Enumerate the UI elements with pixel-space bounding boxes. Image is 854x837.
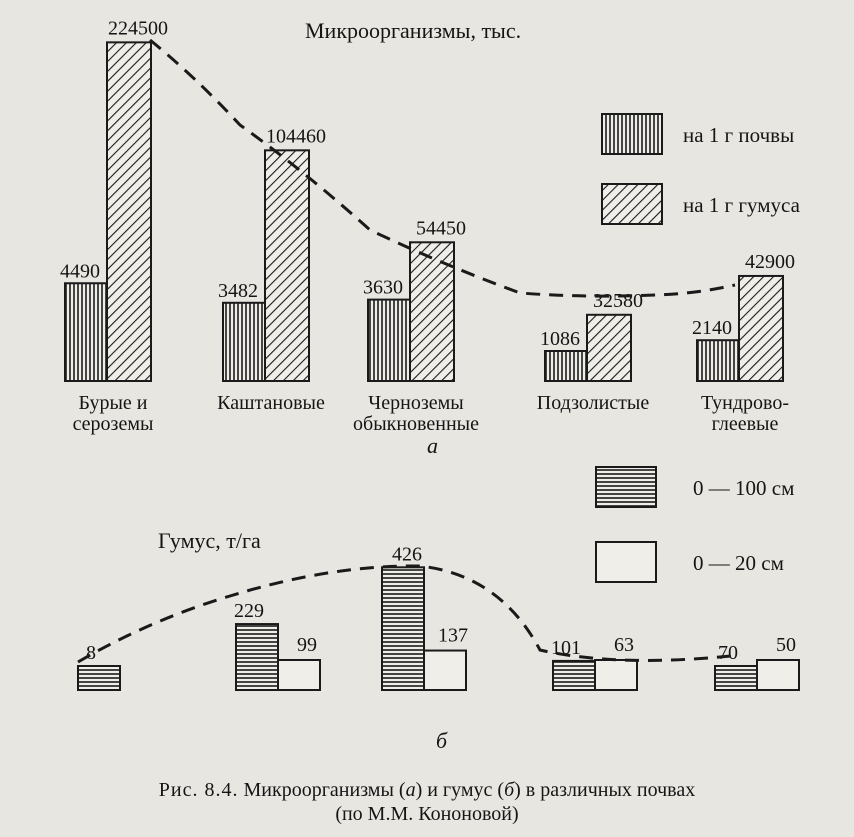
label-b-top-1: 99 xyxy=(297,634,317,656)
label-a-humus-3: 32580 xyxy=(593,289,643,312)
bar-a-humus-1 xyxy=(265,150,309,381)
category-a-3-0: Подзолистые xyxy=(536,392,650,414)
chart-b-bars xyxy=(78,543,799,690)
chart-b-legend xyxy=(596,467,794,582)
legend-a-label-1: на 1 г гумуса xyxy=(683,193,800,217)
chart-a-microorganisms xyxy=(60,17,801,458)
label-b-total-1: 229 xyxy=(234,600,264,623)
legend-b-label-0: 0 — 100 см xyxy=(693,476,795,500)
bar-a-humus-3 xyxy=(587,315,631,381)
bar-b-top-1 xyxy=(278,660,320,690)
category-a-1-0: Каштановые xyxy=(217,392,325,414)
chart-b-humus xyxy=(78,467,799,753)
bar-a-soil-4 xyxy=(697,340,739,381)
category-a-2-0: Черноземы xyxy=(368,392,464,414)
label-b-total-4: 70 xyxy=(718,642,738,664)
chart-a-legend xyxy=(602,114,801,224)
label-a-humus-2: 54450 xyxy=(416,217,466,240)
label-a-humus-1: 104460 xyxy=(266,125,326,148)
category-a-4-1: глеевые xyxy=(711,413,779,435)
chart-b-title: Гумус, т/га xyxy=(158,528,261,553)
label-b-total-0: 8 xyxy=(86,642,96,664)
figure-caption xyxy=(0,778,854,826)
label-a-soil-1: 3482 xyxy=(218,279,258,302)
chart-a-title: Микроорганизмы, тыс. xyxy=(305,18,522,43)
label-b-top-2: 137 xyxy=(438,624,468,647)
label-b-top-4: 50 xyxy=(776,634,796,656)
label-b-top-3: 63 xyxy=(614,634,634,656)
label-b-total-3: 101 xyxy=(551,636,581,659)
label-a-soil-2: 3630 xyxy=(363,276,403,299)
bar-b-total-3 xyxy=(553,661,595,690)
bar-b-top-2 xyxy=(424,651,466,690)
bar-a-soil-3 xyxy=(545,351,587,381)
bar-a-humus-0 xyxy=(107,42,151,381)
bar-b-total-1 xyxy=(236,624,278,690)
legend-a-swatch-1 xyxy=(602,184,662,224)
caption-prefix: Рис. 8.4. xyxy=(158,779,239,801)
bar-a-soil-0 xyxy=(65,283,107,381)
label-b-total-2: 426 xyxy=(392,543,422,566)
bar-b-total-2 xyxy=(382,567,424,690)
label-a-soil-3: 1086 xyxy=(540,328,580,350)
label-a-soil-4: 2140 xyxy=(692,317,732,340)
category-a-0-0: Бурые и xyxy=(78,392,148,414)
caption-line-1: Рис. 8.4. Микроорганизмы (а) и гумус (б) в различных почвах xyxy=(158,779,696,801)
chart-a-panel-label: а xyxy=(427,433,438,458)
bar-b-total-4 xyxy=(715,666,757,690)
category-a-4-0: Тундрово- xyxy=(700,392,790,414)
chart-b-panel-label: б xyxy=(436,728,448,753)
legend-b-label-1: 0 — 20 см xyxy=(693,551,784,575)
legend-b-swatch-1 xyxy=(596,542,656,582)
caption-line-2: (по М.М. Кононовой) xyxy=(335,803,519,825)
label-a-soil-0: 4490 xyxy=(60,260,100,283)
category-a-2-1: обыкновенные xyxy=(353,413,479,435)
bar-a-humus-4 xyxy=(739,276,783,381)
chart-a-bars xyxy=(60,17,795,435)
bar-a-soil-1 xyxy=(223,303,265,381)
category-a-0-1: сероземы xyxy=(72,413,154,435)
bar-b-top-3 xyxy=(595,660,637,690)
label-a-humus-0: 224500 xyxy=(108,17,168,40)
bar-b-top-4 xyxy=(757,660,799,690)
legend-b-swatch-0 xyxy=(596,467,656,507)
bar-b-total-0 xyxy=(78,666,120,690)
bar-a-soil-2 xyxy=(368,300,410,381)
legend-a-label-0: на 1 г почвы xyxy=(683,123,795,147)
label-a-humus-4: 42900 xyxy=(745,250,795,273)
legend-a-swatch-0 xyxy=(602,114,662,154)
